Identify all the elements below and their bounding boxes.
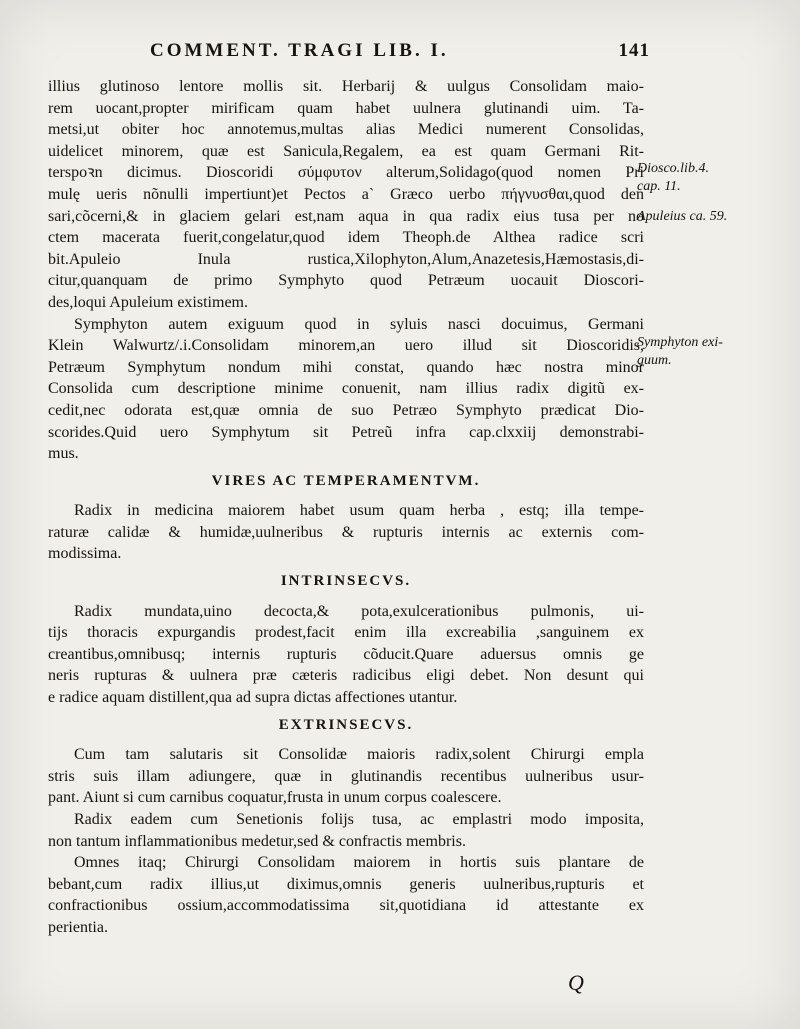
marginal-note [637,334,723,370]
marginal-note [637,208,727,226]
text-line: scorides.Quid uero Symphytum sit Petreũ infra cap.clxxiij demonstrabi- [48,423,644,441]
text-line: ctem macerata fuerit,congelatur,quod idem Theoph.de Althea radice scri [48,229,644,247]
catchword: Q [568,970,584,995]
text-line: Cum tam salutaris sit Consolidæ maioris radix,solent Chirurgi empla [74,746,644,764]
paragraph-7 [48,852,644,938]
text-line: bebant,cum radix illius,ut diximus,omnis generis uulneribus,rupturis et [48,875,644,893]
text-line: Radix in medicina maiorem habet usum quam herba , estq; illa tempe- [74,502,644,520]
text-line: modissima. [48,545,122,563]
text-line: Omnes itaq; Chirurgi Consolidam maiorem in hortis suis plantare de [74,854,644,872]
text-line: Klein Walwurtz/.i.Consolidam minorem,an uero illud sit Dioscoridis, [48,337,644,355]
section-heading: EXTRINSECVS. [278,716,414,733]
text-line: Radix mundata,uino decocta,& pota,exulcerationibus pulmonis, ui- [74,602,644,620]
paragraph-1 [48,76,644,314]
marginal-note-line: Symphyton exi- [637,335,723,350]
text-line: neris rupturas & uulnera præ cæteris radicibus eligi debet. Non desunt qui [48,667,644,685]
text-line: terspoꝛn dicimus. Dioscoridi σύμφυτον alterum,Solidago(quod nomen Pri [48,164,644,182]
text-line: tijs thoracis expurgandis prodest,facit enim illa excreabilia ,sanguinem ex [48,624,644,642]
paragraph-6 [48,809,644,852]
text-line: Petræum Symphytum nondum mihi constat, quando hæc nostra minor [48,358,644,376]
page-number: 141 [618,40,650,61]
text-line: Symphyton autem exiguum quod in syluis nasci docuimus, Germani [74,315,644,333]
section-heading: VIRES AC TEMPERAMENTVM. [211,472,481,489]
text-line: metsi,ut obiter hoc annotemus,multas alias Medici numerent Consolidas, [48,121,644,139]
text-line: non tantum inflammationibus medetur,sed & confractis membris. [48,832,466,850]
text-line: mulę ueris nõnulli impertiunt)et Pectos a` Græco uerbo πήγνυσθαι,quod den [48,185,644,203]
marginal-note [637,160,709,196]
text-line: citur,quanquam de primo Symphyto quod Petræum uocauit Dioscori- [48,272,644,290]
running-header [150,40,650,62]
text-block [48,76,644,939]
text-line: bit.Apuleio Inula rustica,Xilophyton,Alum,Anazetesis,Hæmostasis,di- [48,250,644,268]
text-line: stris suis illam adiungere, quæ in glutinandis recentibus uulneribus usur- [48,767,644,785]
text-line: raturæ calidæ & humidæ,uulneribus & rupturis internis ac externis com- [48,523,644,541]
text-line: cedit,nec odorata est,quæ omnia de suo Petræo Symphyto prædicat Dio- [48,401,644,419]
text-line: pant. Aiunt si cum carnibus coquatur,frusta in unum corpus coalescere. [48,789,502,807]
marginal-note-line: cap. 11. [637,179,681,194]
text-line: mus. [48,445,79,463]
paragraph-4 [48,601,644,709]
text-line: creantibus,omnibusq; internis rupturis cõducit.Quare aduersus omnis ge [48,645,644,663]
text-line: sari,cõcerni,& in glaciem gelari est,nam aqua in qua radix eius tusa per no [48,207,644,225]
running-head: COMMENT. TRAGI LIB. I. [150,40,449,61]
paragraph-2 [48,314,644,465]
marginal-note-line: guum. [637,353,672,368]
text-line: perientia. [48,918,108,936]
paragraph-5 [48,744,644,809]
text-line: des,loqui Apuleium existimem. [48,293,248,311]
section-heading: INTRINSECVS. [280,573,412,590]
marginal-note-line: Apuleius ca. 59. [637,209,728,224]
text-line: uidelicet minorem, quæ est Sanicula,Regalem, ea est quam Germani Rit- [48,142,644,160]
paragraph-3 [48,500,644,565]
text-line: rem uocant,propter mirificam quam habet uulnera glutinandi uim. Ta- [48,99,644,117]
text-line: e radice aquam distillent,qua ad supra dictas affectiones utantur. [48,689,458,707]
text-line: confractionibus ossium,accommodatissima sit,quotidiana id attestante ex [48,897,644,915]
text-line: Radix eadem cum Senetionis folijs tusa, ac emplastri modo imposita, [74,811,644,828]
marginal-note-line: Diosco.lib.4. [637,161,709,176]
text-line: Consolida cum descriptione minime conuenit, nam illius radix digitũ ex- [48,380,644,398]
text-line: illius glutinoso lentore mollis sit. Herbarij & uulgus Consolidam maio- [48,78,644,95]
